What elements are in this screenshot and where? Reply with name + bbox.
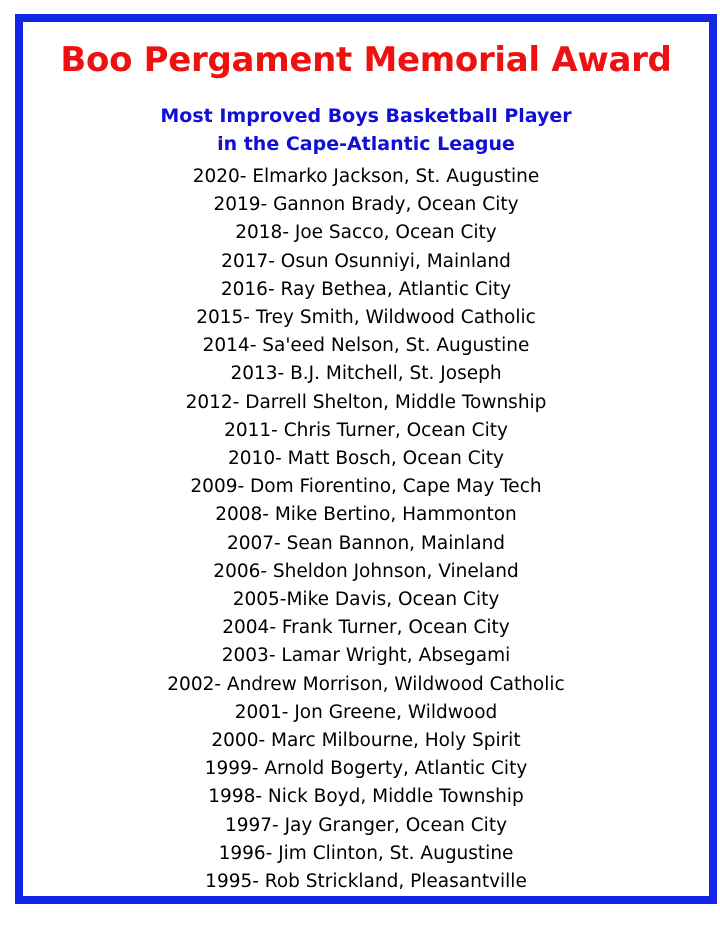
winner-entry: 2002- Andrew Morrison, Wildwood Catholic xyxy=(167,673,565,695)
winners-list xyxy=(23,163,709,896)
winner-entry: 2006- Sheldon Johnson, Vineland xyxy=(213,560,519,582)
winner-entry: 2013- B.J. Mitchell, St. Joseph xyxy=(230,363,502,385)
award-frame xyxy=(15,14,717,904)
winner-entry: 2016- Ray Bethea, Atlantic City xyxy=(220,278,512,300)
winner-entry: 2011- Chris Turner, Ocean City xyxy=(224,419,508,441)
award-subtitle xyxy=(23,102,709,158)
winner-entry: 1996- Jim Clinton, St. Augustine xyxy=(218,842,514,864)
winner-entry: 2019- Gannon Brady, Ocean City xyxy=(213,194,519,216)
winner-entry: 2004- Frank Turner, Ocean City xyxy=(222,617,510,639)
winner-entry: 2003- Lamar Wright, Absegami xyxy=(221,645,511,667)
winner-entry: 2005-Mike Davis, Ocean City xyxy=(232,589,500,611)
winner-entry: 1999- Arnold Bogerty, Atlantic City xyxy=(204,758,528,780)
subtitle-line-2: in the Cape-Atlantic League xyxy=(217,133,515,155)
winner-entry: 2012- Darrell Shelton, Middle Township xyxy=(185,391,547,413)
winner-entry: 1995- Rob Strickland, Pleasantville xyxy=(205,871,527,893)
winner-entry: 1997- Jay Granger, Ocean City xyxy=(224,814,508,836)
winner-entry: 1998- Nick Boyd, Middle Township xyxy=(208,786,524,808)
winner-entry: 2000- Marc Milbourne, Holy Spirit xyxy=(211,730,521,752)
winner-entry: 2014- Sa'eed Nelson, St. Augustine xyxy=(202,335,530,357)
winner-entry: 2018- Joe Sacco, Ocean City xyxy=(235,222,497,244)
winner-entry: 2020- Elmarko Jackson, St. Augustine xyxy=(192,166,540,187)
subtitle-line-1: Most Improved Boys Basketball Player xyxy=(160,105,572,127)
winner-entry: 2010- Matt Bosch, Ocean City xyxy=(228,448,504,470)
winner-entry: 2007- Sean Bannon, Mainland xyxy=(226,532,506,554)
winner-entry: 2008- Mike Bertino, Hammonton xyxy=(215,504,517,526)
winner-entry: 2001- Jon Greene, Wildwood xyxy=(234,701,498,723)
page-title: Boo Pergament Memorial Award xyxy=(60,40,672,80)
winner-entry: 2009- Dom Fiorentino, Cape May Tech xyxy=(190,476,542,498)
winner-entry: 2017- Osun Osunniyi, Mainland xyxy=(221,250,511,272)
winner-entry: 2015- Trey Smith, Wildwood Catholic xyxy=(196,307,536,329)
